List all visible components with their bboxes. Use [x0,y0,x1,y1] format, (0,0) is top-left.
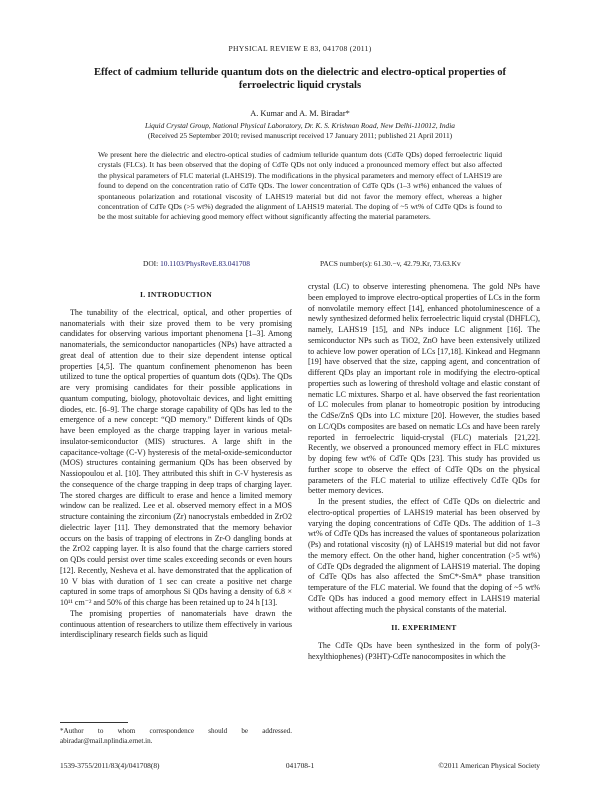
footer-issn: 1539-3755/2011/83(4)/041708(8) [60,761,160,770]
pacs-numbers: PACS number(s): 61.30.−v, 42.79.Kr, 73.63.Kv [320,259,461,268]
doi-line [143,259,250,268]
section-heading-introduction: I. INTRODUCTION [139,290,212,299]
received-dates: (Received 25 September 2010; revised manuscript received 17 January 2011; published 21 April 2011) [147,131,453,140]
paragraph: In the present studies, the effect of CdTe QDs on dielectric and electro-optical properties of LAHS19 material has been observed by varying the doping concentrations of CdTe QDs. The addition of 1–3 wt% of CdTe QDs has increased the values of spontaneous polarization (Ps) and rotational viscosity (η) of LAHS19 material but did not favor the memory effect. On the other hand, higher concentration (>5 wt%) of CdTe QDs degraded the alignment of LAHS19 material. The doping of CdTe QDs has also affected the SmC*-SmA* phase transition temperature of the FLC material. We found that the doping of ~5 wt% CdTe QDs has induced a good memory effect in LAHS19 material without affecting much the physical constants of the material. [308,497,540,614]
doi-link[interactable]: 10.1103/PhysRevE.83.041708 [160,259,250,268]
footer-copyright: ©2011 American Physical Society [438,761,540,770]
abstract: We present here the dielectric and electro-optical studies of cadmium telluride quantum dots (CdTe QDs) doped ferroelectric liquid crystals (FLCs). It has been observed that the doping of CdTe QDs not only induced a pronounced memory effect but also affected the physical parameters of FLC material (LAHS19). The modifications in the physical parameters and memory effect of LAHS19 are found to depend on the concentration ratio of CdTe QDs. The lower concentration of CdTe QDs (1–3 wt%) enhanced the values of spontaneous polarization and rotational viscosity of LAHS19 material but did not favor the memory effect, whereas a higher concentration of CdTe QDs (>5 wt%) degraded the alignment of LAHS19 material. The doping of ~5 wt% of CdTe QDs is found to be the most suitable for achieving good memory effect without significantly affecting the material parameters. [98,150,502,222]
paragraph: The CdTe QDs have been synthesized in the form of poly(3-hexylthiophenes) (P3HT)-CdTe nanocomposites in which the [308,641,540,661]
doi-label: DOI: [143,259,159,268]
paragraph: The tunability of the electrical, optical, and other properties of nanomaterials with their size proved them to be very promising candidates for observing various important phenomena [1–3]. Among nanomaterials, the semiconductor nanoparticles (NPs) have attracted a great deal of attention due to their size dependent intense optical properties [4,5]. The quantum confinement phenomenon has been utilized to tune the optical properties of quantum dots (QDs). The QDs are very promising candidates for their possible applications in quantum computing, biology, photovoltaic devices, and light emitting diodes, etc. [6–9]. The charge storage capability of QDs has led to the emergence of a new concept: “QD memory.” Different kinds of QDs have been employed as the charge trapping layer in various metal-insulator-semiconductor (MIS) structures. A large shift in the capacitance-voltage (C-V) hysteresis of the metal-oxide-semiconductor (MOS) structures containing germanium QDs has been observed by Nassiopoulou et al. [10]. They attributed this shift in C-V hysteresis as the consequence of the charge trapping in deep traps of charging layer. The stored charges are difficult to erase and hence a limited memory window can be realized. Lee et al. observed memory effect in a MOS structure containing the zirconium (Zr) nanocrystals embedded in ZrO2 dielectric layer [11]. They demonstrated that the memory behavior occurs on the basis of trapping of electrons in Zr-O dangling bonds at the ZrO2 capping layer. It is also found that the charge carriers stored on QDs could persist over time scales exceeding seconds or even hours [12]. Recently, Nesheva et al. have demonstrated that the application of 10 V bias with duration of 1 sec can create a positive net charge captured in some traps of amorphous Si QDs having a density of 6.8 × 10¹¹ cm⁻² and 50% of this charge has been retained up to 24 h [13]. [60,307,292,607]
correspondence-footnote: *Author to whom correspondence should be addressed. abiradar@mail.nplindia.ernet.in. [60,727,292,745]
section-heading-experiment: II. EXPERIMENT [391,623,457,633]
affiliation: Liquid Crystal Group, National Physical Laboratory, Dr. K. S. Krishnan Road, New Delhi-110012, India [144,121,455,130]
footnote-divider [60,722,128,723]
author-list: A. Kumar and A. M. Biradar* [250,109,350,118]
paragraph: crystal (LC) to observe interesting phenomena. The gold NPs have been employed to improve electro-optical properties of LCs in the form of nonvolatile memory effect [14], enhanced photoluminescence of a newly synthesized deformed helix ferroelectric liquid crystal (DHFLC), namely, LAHS19 [15], and NPs induce LC alignment [16]. The semiconductor NPs such as TiO2, ZnO have been extensively utilized to achieve low power operation of LCs [17,18]. Kinkead and Hegmann [19] have observed that the size, capping agent, and concentration of different QDs play an important role in modifying the electro-optical properties such as lowering of threshold voltage and elastic constant of nematic LC mixtures. Sharpo et al. have observed the fast reorientation of LC molecules from planar to homeotropic position by introducing the CdSe/ZnS QDs into LC mixture [20]. However, the studies based on LC/QDs composites are based on nematic LCs and have been rarely reported in ferroelectric liquid-crystal (FLC) materials [21,22]. Recently, we observed a pronounced memory effect in FLC mixtures by doping few wt% of CdTe QDs [23]. This study has provided us further scope to observe the effect of CdTe QDs on the physical parameters of the FLC material to utilize effectively CdTe QDs for better memory devices. [308,282,540,496]
left-column [60,282,292,641]
paragraph: The promising properties of nanomaterials have drawn the continuous attention of researchers to utilize them effectively in various interdisciplinary research fields such as liquid [60,608,292,640]
journal-header: PHYSICAL REVIEW E 83, 041708 (2011) [228,44,372,53]
right-column [308,282,540,663]
paper-title: Effect of cadmium telluride quantum dots on the dielectric and electro-optical properties of ferroelectric liquid crystals [93,67,507,91]
footer-page-number: 041708-1 [285,761,315,770]
